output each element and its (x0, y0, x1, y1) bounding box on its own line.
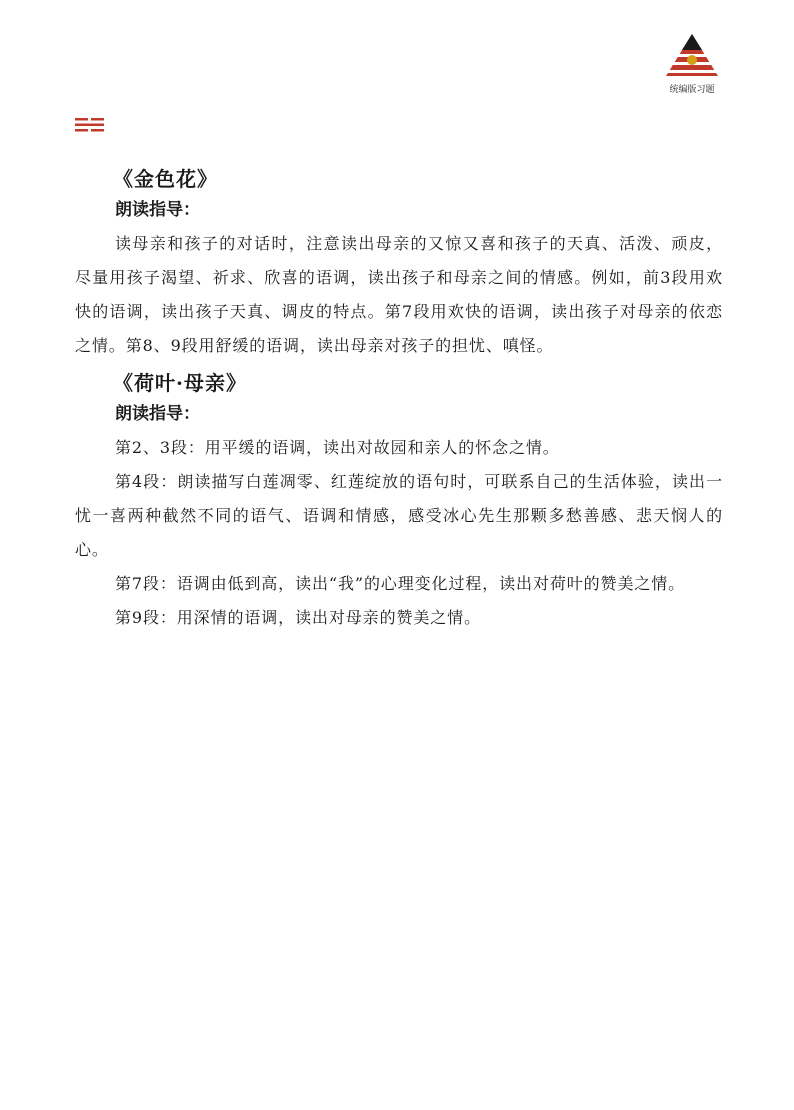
reading-guide-label: 朗读指导： (115, 404, 200, 424)
body-paragraph: 第4段：朗读描写白莲凋零、红莲绽放的语句时，可联系自己的生活体验，读出一忧一喜两种截然不同的语气、语调和情感，感受冰心先生那颗多愁善感、悲天悯人的心。 (75, 472, 723, 559)
body-paragraph: 第2、3段：用平缓的语调，读出对故园和亲人的怀念之情。 (115, 438, 560, 457)
body-paragraph: 第9段：用深情的语调，读出对母亲的赞美之情。 (115, 608, 481, 627)
reading-guide-label: 朗读指导： (115, 200, 200, 220)
section-title: 《金色花》 (113, 167, 218, 191)
body-paragraph: 读母亲和孩子的对话时，注意读出母亲的又惊又喜和孩子的天真、活泼、顽皮，尽量用孩子渴望、祈求、欣喜的语调，读出孩子和母亲之间的情感。例如，前3段用欢快的语调，读出孩子天真、调皮的特点。第7段用欢快的语调，读出孩子对母亲的依恋之情。第8、9段用舒缓的语调，读出母亲对孩子的担忧、嗔怪。 (75, 234, 723, 355)
section-title: 《荷叶·母亲》 (113, 371, 247, 395)
body-paragraph: 第7段：语调由低到高，读出“我”的心理变化过程，读出对荷叶的赞美之情。 (115, 574, 686, 593)
logo-text: 统编版习题 (669, 85, 715, 95)
pyramid-logo-icon (660, 30, 724, 98)
triple-bar-ornament-icon (75, 117, 105, 131)
document-body (75, 165, 723, 635)
